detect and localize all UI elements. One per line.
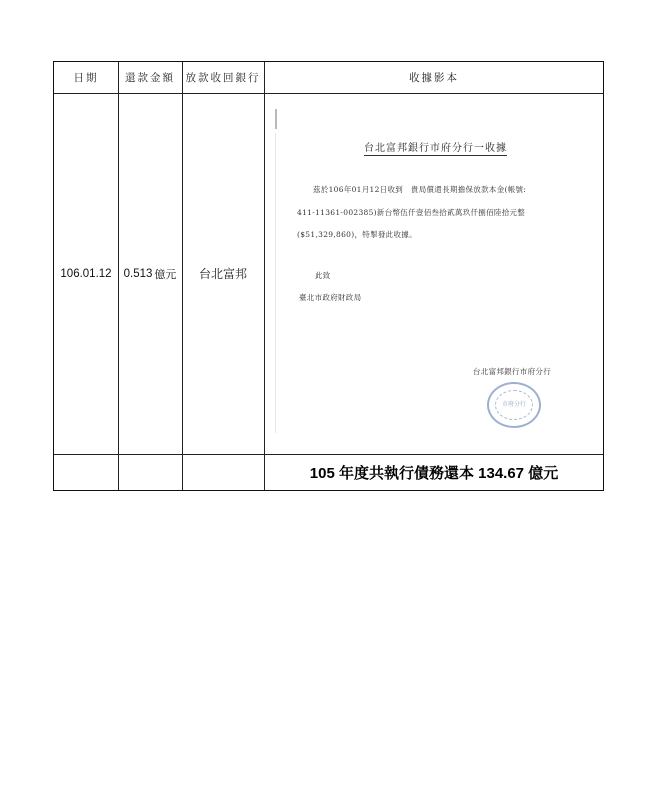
amount-value: 0.513 <box>123 267 153 280</box>
repayment-table <box>53 61 604 491</box>
receipt-issuer: 台北富邦銀行市府分行 <box>473 367 551 376</box>
receipt-closing: 此致 <box>315 271 331 280</box>
row-date: 106.01.12 <box>60 267 112 280</box>
header-date: 日期 <box>73 72 99 84</box>
bank-seal-stamp <box>487 382 541 428</box>
scan-edge <box>275 109 277 129</box>
receipt-line: 茲於106年01月12日收到 貴局償還長期擔保放款本金(帳號: <box>313 185 527 194</box>
receipt-recipient: 臺北市政府財政局 <box>299 293 362 302</box>
stamp-text: 市府分行 <box>501 401 526 408</box>
receipt-line: 411-11361-002385)新台幣伍仟壹佰叁拾貳萬玖仟捌佰陸拾元整 <box>297 208 526 217</box>
header-bank: 放款收回銀行 <box>185 72 261 84</box>
header-amount: 還款金額 <box>125 72 175 84</box>
scan-edge <box>275 133 276 433</box>
total-summary: 105 年度共執行債務還本 134.67 億元 <box>309 464 559 482</box>
column-divider <box>264 62 265 490</box>
row-bank: 台北富邦 <box>198 267 247 281</box>
receipt-line: ($51,329,860)，特掣發此收據。 <box>297 230 417 239</box>
receipt-title: 台北富邦銀行市府分行一收據 <box>364 143 507 154</box>
receipt-image <box>267 99 604 451</box>
row-amount <box>118 93 182 454</box>
amount-unit: 億元 <box>154 267 177 281</box>
header-receipt: 收據影本 <box>409 72 459 84</box>
